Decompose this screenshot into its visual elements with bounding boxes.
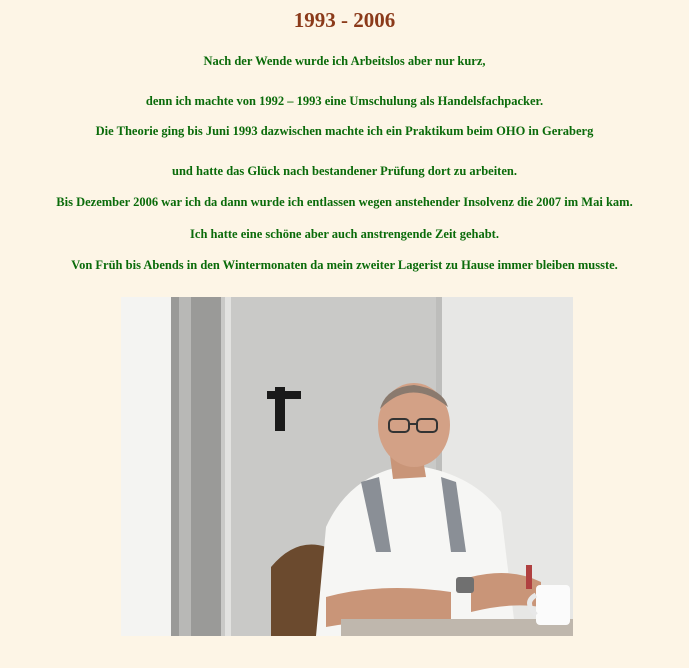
text-line-4: und hatte das Glück nach bestandener Prüfung dort zu arbeiten. xyxy=(172,164,517,178)
text-line-6: Ich hatte eine schöne aber auch anstrengende Zeit gehabt. xyxy=(190,227,499,241)
text-line-5: Bis Dezember 2006 war ich da dann wurde ich entlassen wegen anstehender Insolvenz die 2007 im Mai kam. xyxy=(56,195,633,209)
text-line-1: Nach der Wende wurde ich Arbeitslos aber nur kurz, xyxy=(203,54,486,68)
text-line-7: Von Früh bis Abends in den Wintermonaten da mein zweiter Lagerist zu Hause immer bleiben musste. xyxy=(71,258,618,272)
text-line-3: Die Theorie ging bis Juni 1993 dazwischen machte ich ein Praktikum beim OHO in Geraberg xyxy=(95,124,594,138)
portrait-photo xyxy=(121,297,573,636)
page-title: 1993 - 2006 xyxy=(293,8,396,32)
text-line-2: denn ich machte von 1992 – 1993 eine Umschulung als Handelsfachpacker. xyxy=(145,94,544,108)
